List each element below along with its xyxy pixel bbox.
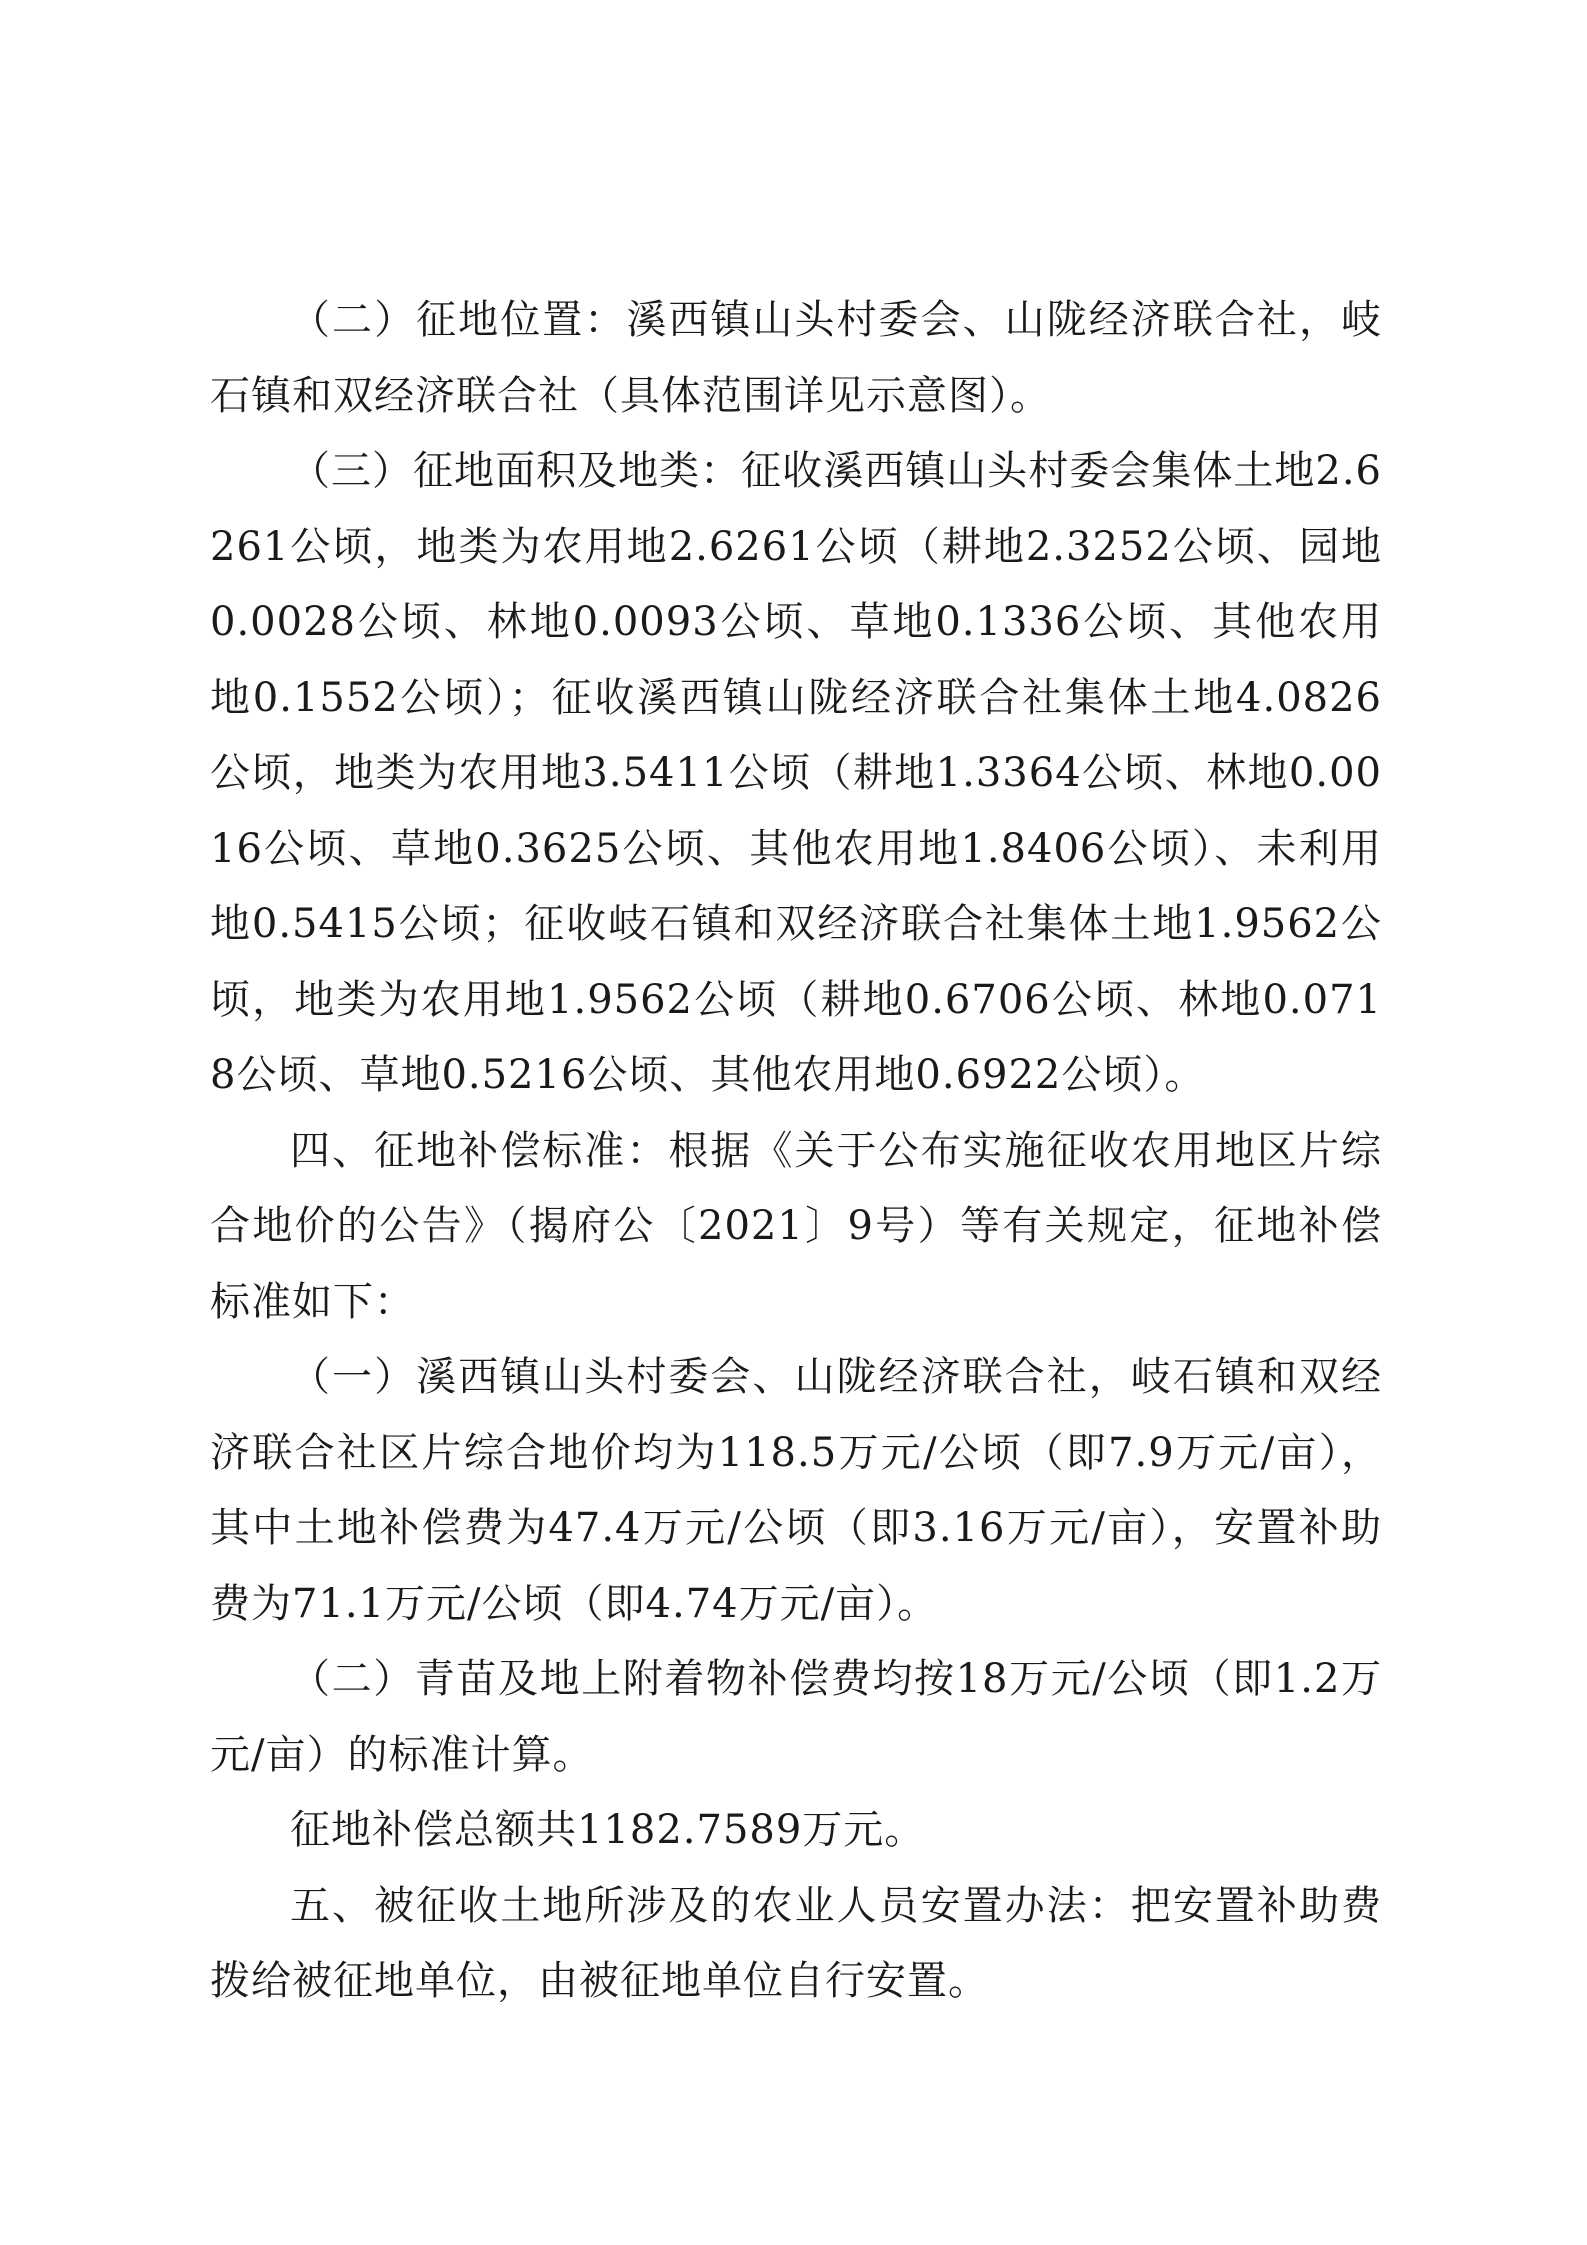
paragraph-compensation-standard-heading: 四、征地补偿标准：根据《关于公布实施征收农用地区片综合地价的公告》（揭府公〔2021〕9号）等有关规定，征地补偿标准如下： <box>210 1127 1382 1325</box>
paragraph-total-compensation: 征地补偿总额共1182.7589万元。 <box>290 1807 926 1853</box>
paragraph-land-location: （二）征地位置：溪西镇山头村委会、山陇经济联合社，岐石镇和双经济联合社（具体范围详见示意图）。 <box>210 297 1382 419</box>
paragraph-crop-compensation: （二）青苗及地上附着物补偿费均按18万元/公顷（即1.2万元/亩）的标准计算。 <box>210 1656 1382 1778</box>
paragraph-land-area-and-type: （三）征地面积及地类：征收溪西镇山头村委会集体土地2.6261公顷，地类为农用地2.6261公顷（耕地2.3252公顷、园地0.0028公顷、林地0.0093公顷、草地0.1336公顷、其他农用地0.1552公顷）；征收溪西镇山陇经济联合社集体土地4.0826公顷，地类为农用地3.5411公顷（耕地1.3364公顷、林地0.0016公顷、草地0.3625公顷、其他农用地1.8406公顷）、未利用地0.5415公顷；征收岐石镇和双经济联合社集体土地1.9562公顷，地类为农用地1.9562公顷（耕地0.6706公顷、林地0.0718公顷、草地0.5216公顷、其他农用地0.6922公顷）。 <box>210 448 1382 1098</box>
paragraph-resettlement-method: 五、被征收土地所涉及的农业人员安置办法：把安置补助费拨给被征地单位，由被征地单位自行安置。 <box>210 1882 1382 2004</box>
paragraph-land-price: （一）溪西镇山头村委会、山陇经济联合社，岐石镇和双经济联合社区片综合地价均为118.5万元/公顷（即7.9万元/亩），其中土地补偿费为47.4万元/公顷（即3.16万元/亩），安置补助费为71.1万元/公顷（即4.74万元/亩）。 <box>210 1354 1382 1627</box>
document-body <box>210 283 1382 2020</box>
